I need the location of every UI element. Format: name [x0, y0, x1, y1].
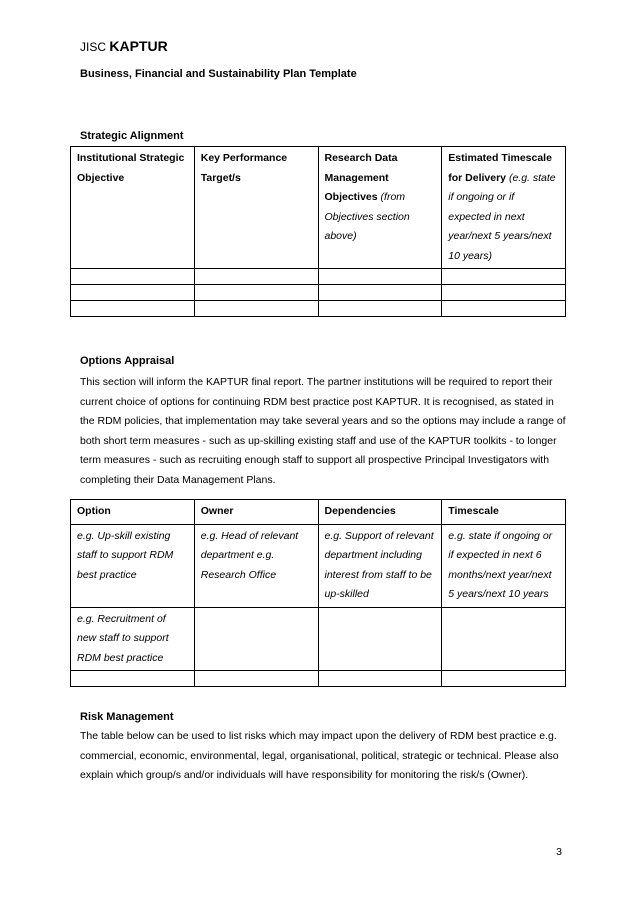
- options-paragraph: This section will inform the KAPTUR final report. The partner institutions will be required to report their current choice of options for continuing RDM best practice post KAPTUR. It is recognised, as stated in the RDM policies, that implementation may take several years and so the options may include a range of both short term measures - such as up-skilling existing staff and use of the KAPTUR toolkits - to longer term measures - such as recruiting enough staff to support all prospective Principal Investigators with completing their Data Management Plans.: [80, 376, 566, 486]
- empty-cell[interactable]: [318, 285, 442, 301]
- empty-cell[interactable]: [442, 269, 566, 285]
- empty-cell[interactable]: [318, 671, 442, 687]
- strategic-alignment-table: [70, 146, 566, 317]
- table-cell: e.g. state if ongoing or if expected in next 6 months/next year/next 5 years/next 10 years: [442, 524, 566, 607]
- empty-cell[interactable]: [318, 607, 442, 671]
- column-header-timescale: Timescale: [442, 500, 566, 525]
- empty-cell[interactable]: [318, 269, 442, 285]
- empty-cell[interactable]: [71, 301, 195, 317]
- empty-cell[interactable]: [194, 671, 318, 687]
- empty-cell[interactable]: [194, 607, 318, 671]
- empty-cell[interactable]: [71, 671, 195, 687]
- risk-paragraph: The table below can be used to list risks which may impact upon the delivery of RDM best practice e.g. commercial, economic, environmental, legal, organisational, political, strategic or technical. Please also explain which group/s and/or individuals will have responsibility for monitoring the risk/s (Owner).: [80, 730, 559, 781]
- table-row: [71, 301, 566, 317]
- column-header-option: Option: [71, 500, 195, 525]
- table-row: [71, 524, 566, 607]
- document-title: Business, Financial and Sustainability Plan Template: [80, 68, 357, 80]
- table-row: [71, 285, 566, 301]
- risk-management-heading: Risk Management: [80, 711, 174, 723]
- table-cell: e.g. Head of relevant department e.g. Research Office: [194, 524, 318, 607]
- page-header: [80, 38, 168, 54]
- column-header: Key Performance Target/s: [194, 147, 318, 269]
- empty-cell[interactable]: [442, 301, 566, 317]
- header-prefix: JISC: [80, 40, 107, 54]
- table-cell: e.g. Up-skill existing staff to support RDM best practice: [71, 524, 195, 607]
- table-row: [71, 607, 566, 671]
- empty-cell[interactable]: [318, 301, 442, 317]
- options-appraisal-heading: Options Appraisal: [80, 355, 175, 367]
- table-row: [71, 269, 566, 285]
- table-cell: e.g. Support of relevant department including interest from staff to be up-skilled: [318, 524, 442, 607]
- table-cell: e.g. Recruitment of new staff to support RDM best practice: [71, 607, 195, 671]
- page-number: 3: [556, 846, 562, 858]
- empty-cell[interactable]: [194, 285, 318, 301]
- table-header-row: [71, 147, 566, 269]
- table-row: [71, 671, 566, 687]
- column-header: Research Data Management Objectives (from Objectives section above): [318, 147, 442, 269]
- options-table: [70, 499, 566, 687]
- empty-cell[interactable]: [194, 269, 318, 285]
- column-header-owner: Owner: [194, 500, 318, 525]
- strategic-alignment-heading: Strategic Alignment: [80, 130, 184, 142]
- empty-cell[interactable]: [194, 301, 318, 317]
- empty-cell[interactable]: [71, 269, 195, 285]
- empty-cell[interactable]: [442, 607, 566, 671]
- header-brand: KAPTUR: [109, 38, 168, 54]
- column-header: Estimated Timescale for Delivery (e.g. state if ongoing or if expected in next year/next 5 years/next 10 years): [442, 147, 566, 269]
- empty-cell[interactable]: [442, 285, 566, 301]
- column-header: Institutional Strategic Objective: [71, 147, 195, 269]
- table-header-row: [71, 500, 566, 525]
- column-header-dependencies: Dependencies: [318, 500, 442, 525]
- empty-cell[interactable]: [442, 671, 566, 687]
- empty-cell[interactable]: [71, 285, 195, 301]
